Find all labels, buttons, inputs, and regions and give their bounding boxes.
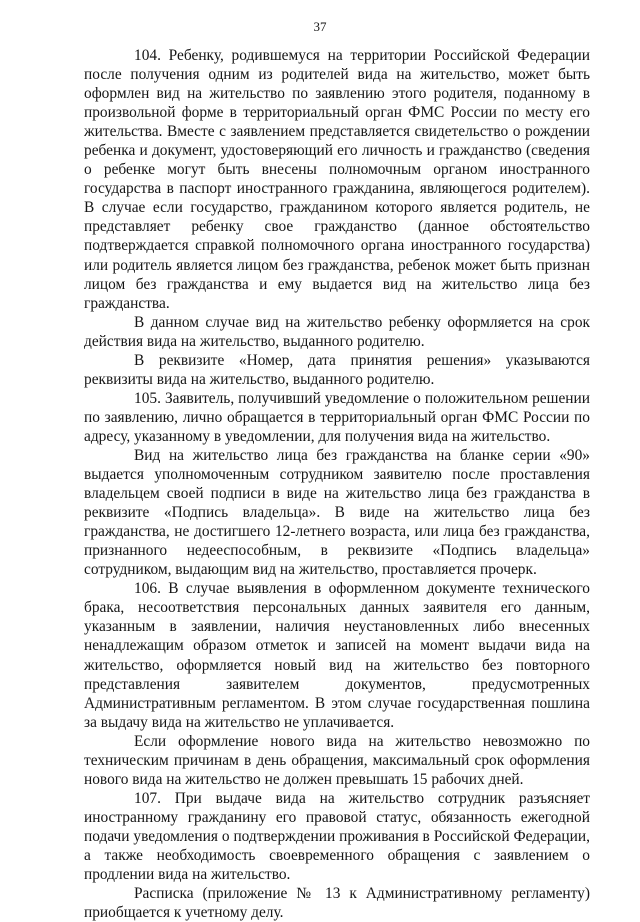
- paragraph-receipt-attachment: Расписка (приложение № 13 к Административному регламенту) приобщается к учетному делу.: [84, 885, 590, 922]
- paragraph-stateless-form-90: Вид на жительство лица без гражданства на бланке серии «90» выдается уполномоченным сотрудником заявителю после проставления владельцем своей подписи в виде на жительство лица без гражданства в реквизите «Подпись владельца». В виде на жительство лица без гражданства, не достигшего 12-летнего возраста, или лица без гражданства, признанного недееспособным, в реквизите «Подпись владельца» сотрудником, выдающим вид на жительство, проставляется прочерк.: [84, 446, 590, 579]
- paragraph-104-child-residence: 104. Ребенку, родившемуся на территории Российской Федерации после получения одним из родителей вида на жительство, может быть оформлен вид на жительство по заявлению этого родителя, поданному в произвольной форме в территориальный орган ФМС России по месту его жительства. Вместе с заявлением представляется свидетельство о рождении ребенка и документ, удостоверяющий его личность и гражданство (сведения о ребенке могут быть внесены полномочным органом иностранного государства в паспорт иностранного гражданина, являющегося родителем). В случае если государство, гражданином которого является родитель, не представляет ребенку свое гражданство (данное обстоятельство подтверждается справкой полномочного органа иностранного государства) или родитель является лицом без гражданства, ребенок может быть признан лицом без гражданства и ему выдается вид на жительство лица без гражданства.: [84, 47, 590, 312]
- paragraph-residence-term: В данном случае вид на жительство ребенку оформляется на срок действия вида на жительство, выданного родителю.: [84, 313, 590, 350]
- page-number: 37: [313, 19, 327, 34]
- paragraph-reissue-deadline: Если оформление нового вида на жительство невозможно по техническим причинам в день обращения, максимальный срок оформления нового вида на жительство не должен превышать 15 рабочих дней.: [84, 732, 590, 788]
- paragraph-105-applicant-visit: 105. Заявитель, получивший уведомление о положительном решении по заявлению, лично обращается в территориальный орган ФМС России по адресу, указанному в уведомлении, для получения вида на жительство.: [84, 389, 590, 445]
- document-body: [84, 46, 590, 922]
- paragraph-107-legal-status: 107. При выдаче вида на жительство сотрудник разъясняет иностранному гражданину его правовой статус, обязанность ежегодной подачи уведомления о подтверждении проживания в Российской Федерации, а также необходимость своевременного обращения с заявлением о продлении вида на жительство.: [84, 789, 590, 884]
- paragraph-106-technical-defect: 106. В случае выявления в оформленном документе технического брака, несоответствия персональных данных заявителя его данным, указанным в заявлении, наличия неустановленных либо внесенных ненадлежащим образом отметок и записей на момент выдачи вида на жительство, оформляется новый вид на жительство без повторного представления заявителем документов, предусмотренных Административным регламентом. В этом случае государственная пошлина за выдачу вида на жительство не уплачивается.: [84, 580, 590, 731]
- paragraph-decision-details: В реквизите «Номер, дата принятия решения» указываются реквизиты вида на жительство, выданного родителю.: [84, 351, 590, 388]
